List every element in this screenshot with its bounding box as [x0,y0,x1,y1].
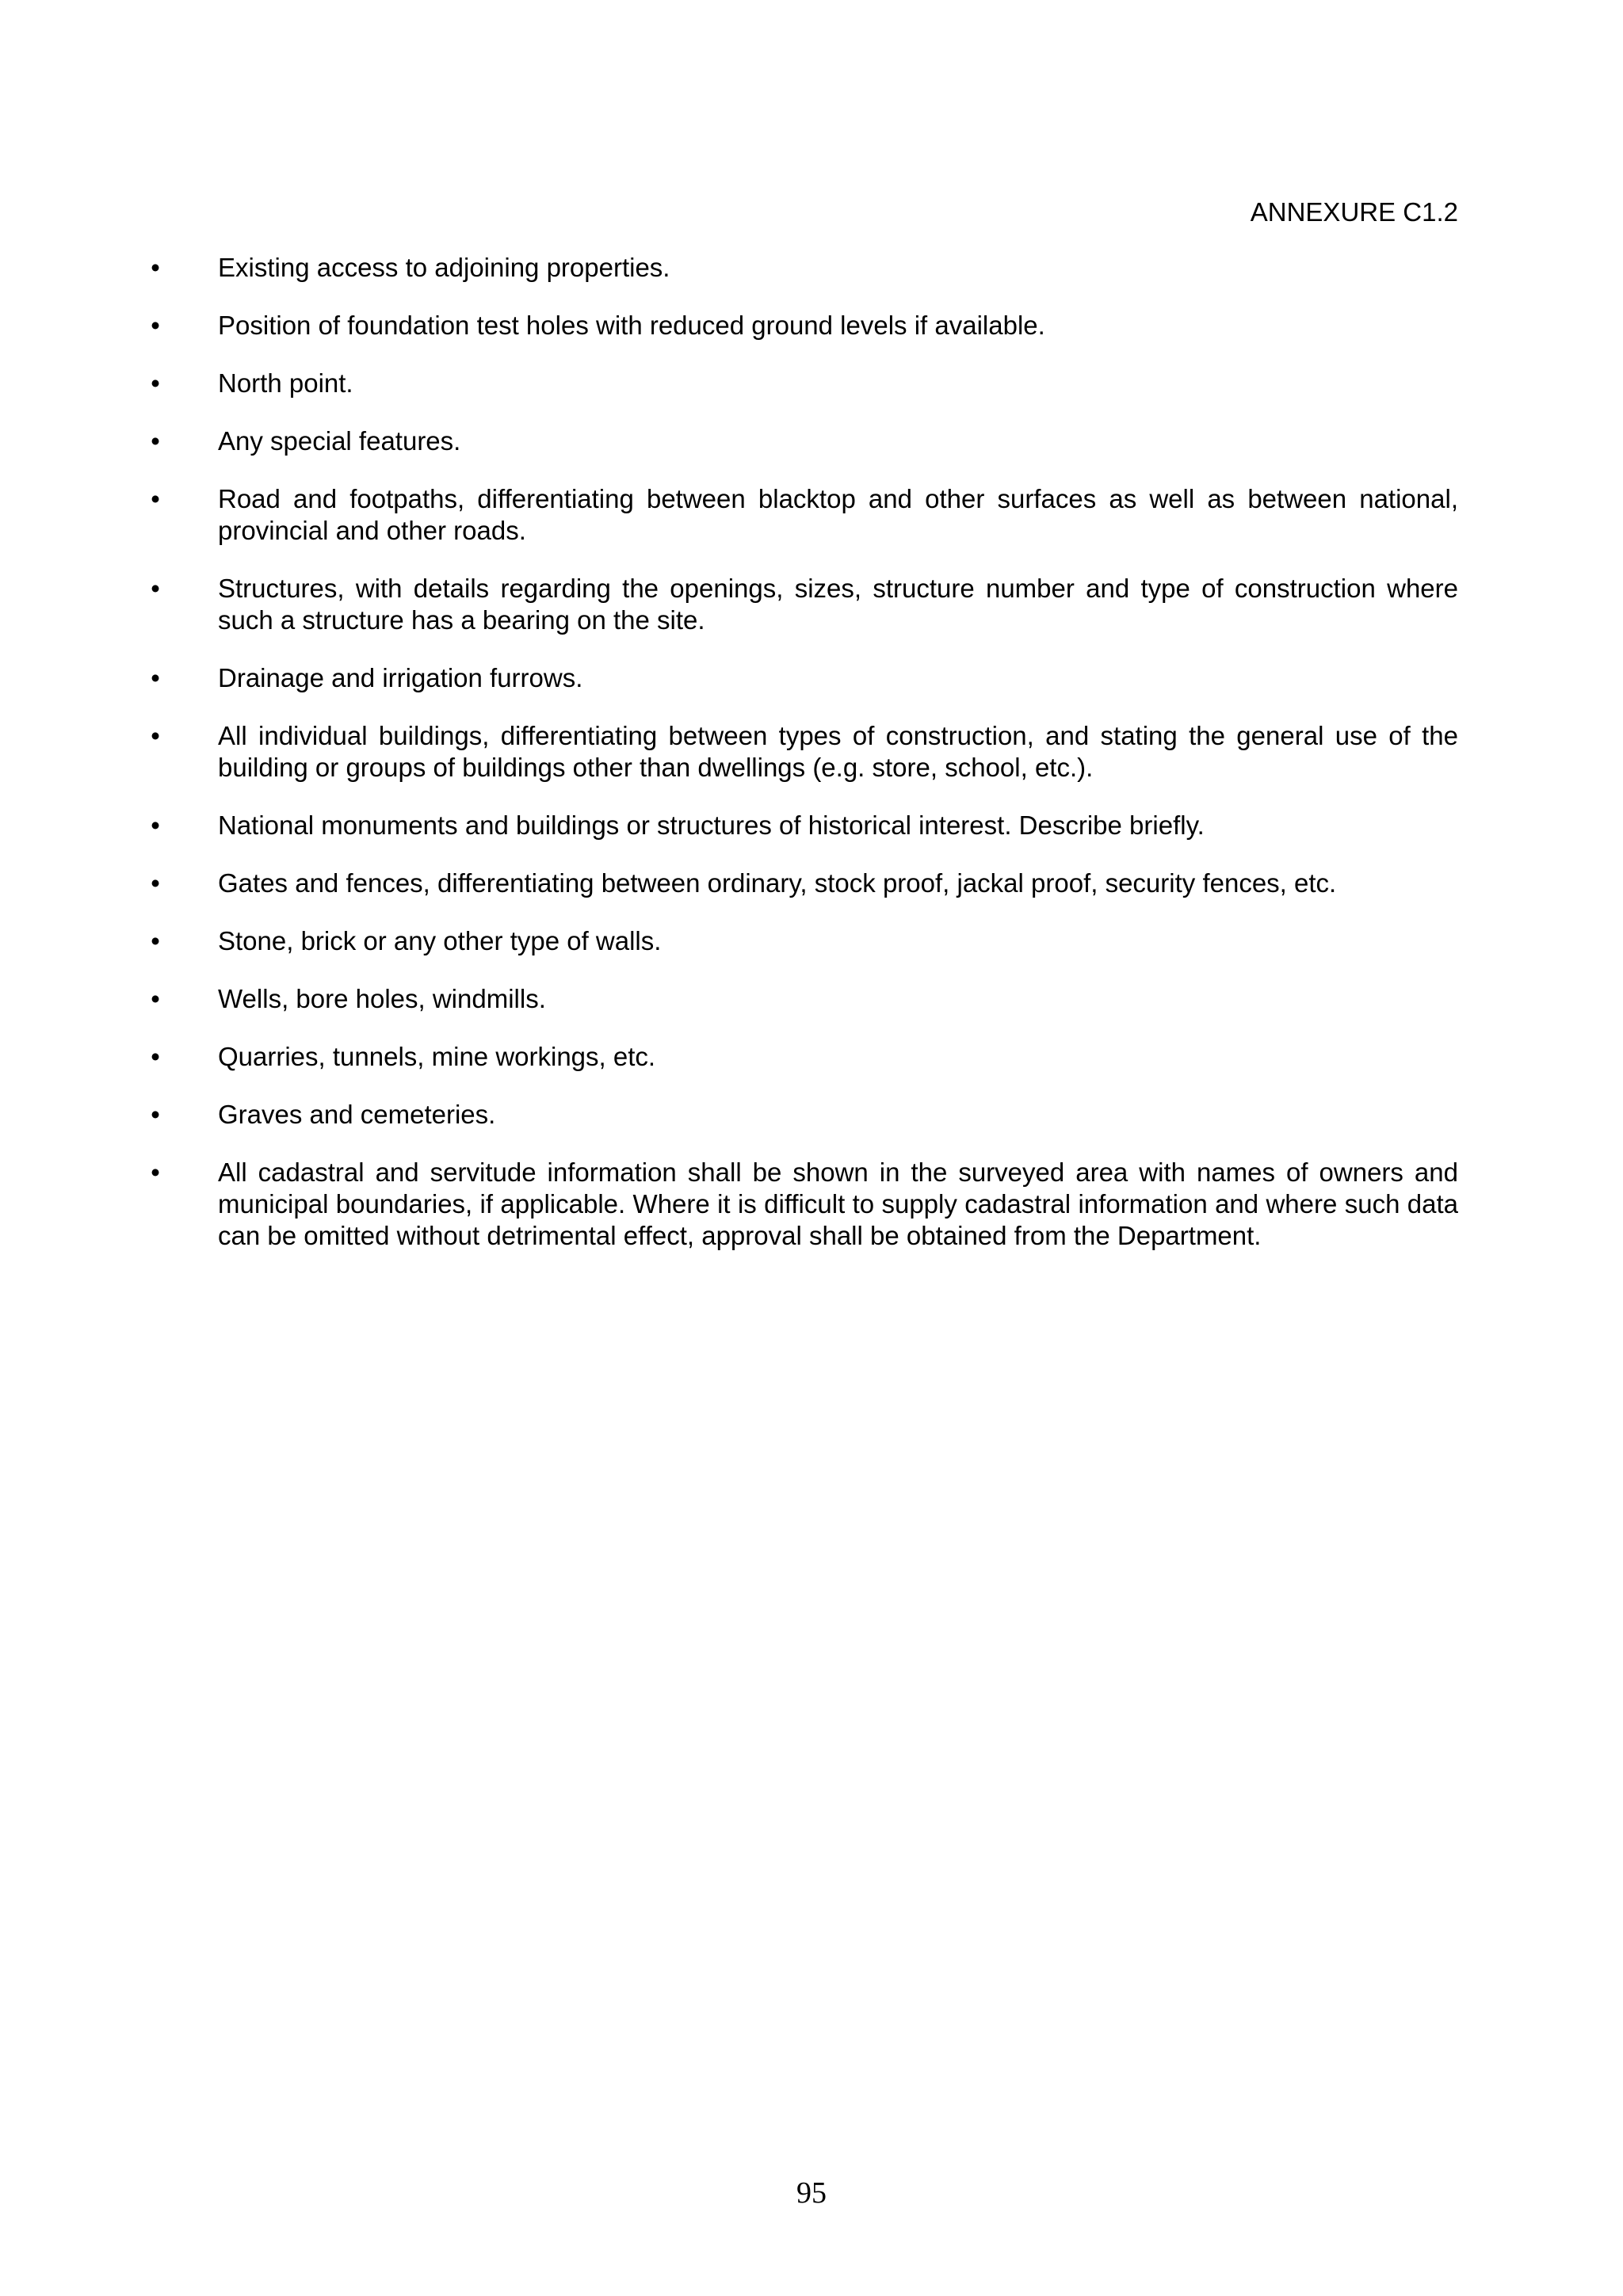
list-item-text: Existing access to adjoining properties. [218,253,670,282]
list-item [0,368,1623,399]
bullet-icon: • [151,253,160,282]
bullet-icon: • [151,721,160,750]
list-item [0,1041,1623,1073]
list-item [0,868,1623,899]
list-item-text: All individual buildings, differentiating between types of construction, and stating the general use of the building or groups of buildings other than dwellings (e.g. store, school, etc.). [218,721,1458,782]
list-item [0,483,1623,547]
bullet-icon: • [151,574,160,603]
list-item-text: Structures, with details regarding the openings, sizes, structure number and type of construction where such a structure has a bearing on the site. [218,574,1458,635]
list-item [0,573,1623,636]
page-number: 95 [796,2176,827,2210]
list-item [0,720,1623,784]
bullet-icon: • [151,663,160,692]
list-item-text: Drainage and irrigation furrows. [218,663,583,692]
list-item [0,925,1623,957]
list-item-text: Graves and cemeteries. [218,1100,496,1129]
list-item [0,662,1623,694]
bullet-icon: • [151,426,160,456]
list-item [0,1099,1623,1131]
list-item [0,425,1623,457]
bullet-icon: • [151,368,160,398]
list-item [0,810,1623,841]
annexure-label: ANNEXURE C1.2 [1250,197,1458,227]
list-item-text: Wells, bore holes, windmills. [218,984,546,1013]
bullet-icon: • [151,868,160,898]
bullet-icon: • [151,1100,160,1129]
bullet-icon: • [151,810,160,840]
list-item-text: Gates and fences, differentiating between ordinary, stock proof, jackal proof, security fences, etc. [218,868,1337,898]
bullet-icon: • [151,311,160,340]
list-item-text: All cadastral and servitude information shall be shown in the surveyed area with names of owners and municipal boundaries, if applicable. Where it is difficult to supply cadastral information and where such data can be omitted without detrimental effect, approval shall be obtained from the Department. [218,1158,1458,1250]
list-item [0,252,1623,284]
list-item [0,1157,1623,1252]
list-item-text: Any special features. [218,426,461,456]
bullet-icon: • [151,984,160,1013]
bullet-icon: • [151,484,160,513]
list-item-text: Stone, brick or any other type of walls. [218,926,662,955]
list-item-text: Quarries, tunnels, mine workings, etc. [218,1042,656,1071]
list-item-text: Road and footpaths, differentiating between blacktop and other surfaces as well as between national, provincial and other roads. [218,484,1458,545]
list-item [0,983,1623,1015]
list-item-text: Position of foundation test holes with reduced ground levels if available. [218,311,1045,340]
requirements-list [0,252,1623,1278]
list-item-text: North point. [218,368,353,398]
bullet-icon: • [151,1042,160,1071]
bullet-icon: • [151,1158,160,1187]
bullet-icon: • [151,926,160,955]
list-item-text: National monuments and buildings or structures of historical interest. Describe briefly. [218,810,1205,840]
list-item [0,310,1623,341]
